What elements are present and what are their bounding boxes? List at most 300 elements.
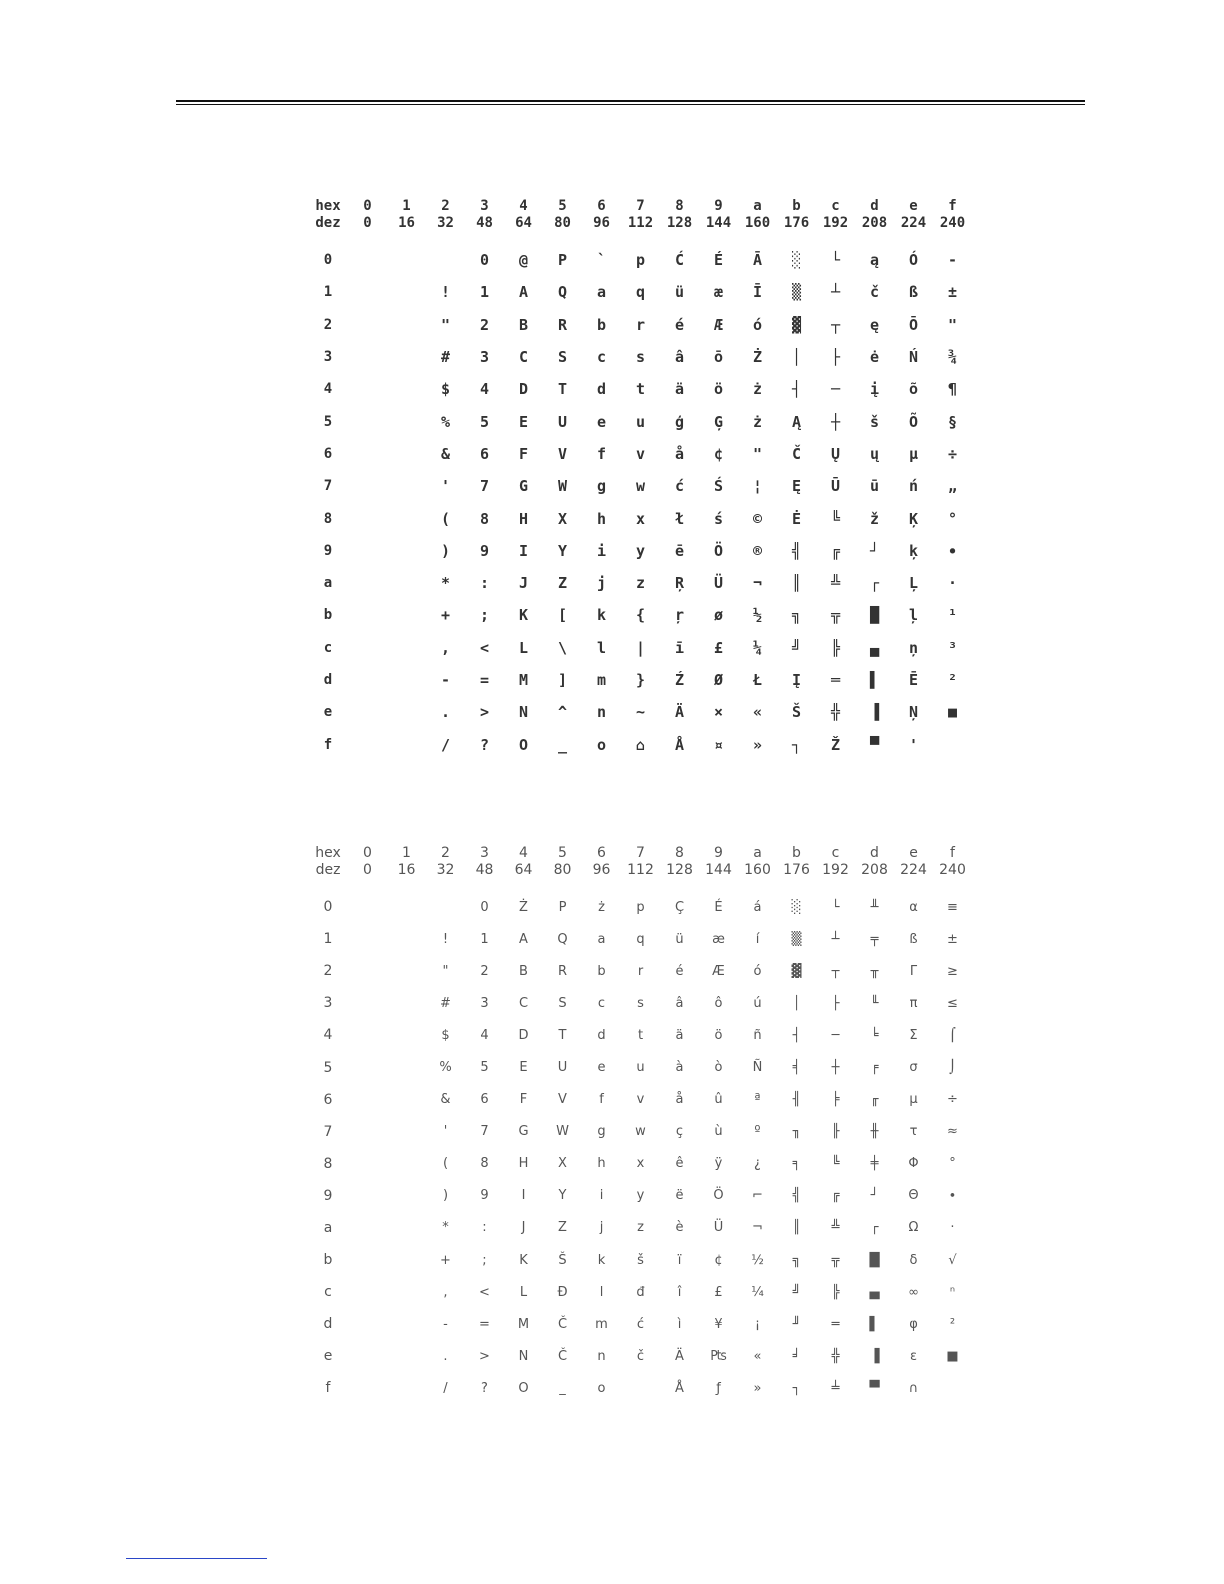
char-cell: d [597, 1027, 606, 1043]
table-row [308, 1084, 972, 1116]
char-cell: T [557, 380, 568, 399]
char-cell: ) [442, 1188, 449, 1204]
char-cell: Õ [908, 412, 919, 431]
char-cell: ū [869, 477, 880, 496]
char-cell: A [519, 931, 528, 947]
column-dez: 112 [627, 862, 654, 878]
table-row [308, 664, 972, 696]
column-hex: 1 [402, 198, 411, 214]
char-cell: Š [791, 703, 802, 722]
char-cell: ë [675, 1188, 684, 1204]
char-cell: ┌ [870, 1220, 879, 1236]
char-cell: └ [830, 251, 841, 270]
table-row [308, 632, 972, 664]
column-hex: 4 [519, 845, 528, 861]
char-cell: Ģ [713, 412, 724, 431]
char-cell: └ [831, 899, 840, 915]
char-cell: π [909, 995, 918, 1011]
char-cell: h [597, 1156, 606, 1172]
column-dez: 224 [900, 215, 927, 231]
column-hex: 7 [636, 198, 645, 214]
char-cell: 9 [480, 1188, 489, 1204]
char-cell: ╗ [791, 606, 802, 625]
char-cell: C [518, 348, 529, 367]
char-cell: ≥ [947, 963, 958, 979]
char-cell: ½ [751, 1252, 764, 1268]
char-cell: ł [674, 509, 685, 528]
char-cell: á [753, 899, 762, 915]
char-cell: 7 [479, 477, 490, 496]
table-row [308, 1148, 972, 1180]
char-cell: » [752, 735, 763, 754]
char-cell: ü [674, 283, 685, 302]
row-label: 7 [323, 1123, 333, 1140]
char-cell: h [596, 509, 607, 528]
char-cell: £ [713, 638, 724, 657]
char-cell: R [557, 963, 568, 979]
char-cell: ⁿ [949, 1284, 956, 1300]
column-dez: 80 [553, 862, 572, 878]
char-cell: 0 [480, 899, 489, 915]
char-cell: O [518, 735, 529, 754]
char-cell: / [443, 1380, 448, 1396]
table-row [308, 1019, 972, 1051]
char-cell: ▓ [791, 963, 802, 979]
char-cell: ü [675, 931, 684, 947]
char-cell: S [557, 348, 568, 367]
char-cell: ▀ [869, 1380, 880, 1396]
char-cell: ! [440, 283, 451, 302]
char-cell: G [518, 477, 529, 496]
column-dez: 240 [939, 862, 966, 878]
char-cell: - [440, 671, 451, 689]
char-cell: ' [440, 477, 451, 496]
char-cell: ┴ [831, 931, 840, 947]
column-dez: 208 [861, 862, 888, 878]
char-cell: ╧ [831, 1380, 840, 1396]
column-dez: 192 [822, 862, 849, 878]
char-cell: f [599, 1092, 604, 1108]
char-cell: ø [713, 606, 724, 625]
char-cell: g [597, 1124, 606, 1140]
char-cell: â [675, 995, 684, 1011]
column-dez: 128 [666, 215, 693, 231]
char-cell: ╛ [792, 1348, 801, 1364]
header-corner [308, 845, 348, 879]
char-cell: ¶ [947, 380, 958, 399]
row-label: c [324, 1284, 332, 1301]
char-cell: ┌ [869, 574, 880, 593]
char-cell: █ [869, 1252, 880, 1268]
column-header [504, 845, 543, 879]
char-cell: ├ [831, 995, 840, 1011]
char-cell: Ž [830, 735, 841, 754]
column-header [621, 845, 660, 879]
char-cell: Ü [713, 574, 724, 593]
char-cell: V [558, 1092, 567, 1108]
char-cell: 5 [479, 412, 490, 431]
char-cell: Š [558, 1252, 567, 1268]
char-cell: ~ [635, 703, 646, 722]
dez-label: dez [315, 215, 341, 231]
char-cell: ╩ [831, 1220, 840, 1236]
char-cell: ś [713, 509, 724, 528]
char-cell: 8 [479, 509, 490, 528]
column-dez: 160 [744, 215, 771, 231]
char-cell: Q [557, 283, 568, 302]
char-cell: Ę [791, 477, 802, 496]
char-cell: # [440, 348, 451, 367]
char-cell: Ź [674, 671, 685, 689]
column-hex: 9 [714, 198, 723, 214]
column-dez: 96 [593, 215, 610, 231]
char-cell: ¡ [754, 1316, 761, 1332]
row-label: 2 [323, 316, 333, 333]
char-cell: - [443, 1316, 448, 1332]
char-cell: * [440, 574, 451, 593]
char-cell: ╦ [830, 606, 841, 625]
char-cell: H [518, 509, 529, 528]
table-row [308, 567, 972, 599]
column-hex: 2 [441, 198, 450, 214]
column-dez: 80 [554, 215, 571, 231]
char-cell: Z [557, 574, 568, 593]
column-dez: 32 [436, 862, 455, 878]
char-cell: n [597, 1348, 606, 1364]
row-label: 5 [323, 413, 333, 430]
char-cell: A [518, 283, 529, 302]
char-cell: ╠ [831, 1284, 840, 1300]
char-cell: δ [909, 1252, 918, 1268]
char-cell: ╚ [830, 509, 841, 528]
char-cell: ╓ [870, 1092, 879, 1108]
char-cell: ∩ [908, 1380, 919, 1396]
char-cell: ³ [947, 638, 958, 657]
char-cell: * [442, 1220, 449, 1236]
table-row [308, 599, 972, 631]
row-label: a [323, 1219, 333, 1236]
char-cell: Ñ [752, 1060, 763, 1076]
char-cell: M [518, 671, 529, 689]
char-cell: Ö [713, 541, 724, 560]
column-header [582, 198, 621, 232]
table-row [308, 535, 972, 567]
char-cell: σ [909, 1060, 918, 1076]
char-cell: ░ [791, 899, 802, 915]
char-cell: ° [949, 1156, 956, 1172]
char-cell: Σ [909, 1027, 918, 1043]
char-cell: r [637, 963, 644, 979]
char-cell: ( [440, 509, 451, 528]
char-cell: » [753, 1380, 762, 1396]
table-row [308, 276, 972, 308]
column-header [699, 198, 738, 232]
column-dez: 64 [515, 215, 532, 231]
char-cell: \ [557, 638, 568, 657]
column-dez: 0 [363, 862, 372, 878]
row-label: 8 [323, 510, 333, 527]
column-hex: f [948, 198, 957, 214]
char-cell: I [518, 541, 529, 560]
char-cell: = [479, 1316, 490, 1332]
char-cell: v [635, 444, 646, 463]
char-cell: ¹ [947, 606, 958, 625]
char-cell: W [557, 477, 568, 496]
table-row [308, 341, 972, 373]
column-header [933, 198, 972, 232]
char-cell: ╣ [791, 541, 802, 560]
char-cell: m [596, 671, 607, 689]
char-cell: « [753, 1348, 762, 1364]
char-cell: w [635, 477, 646, 496]
char-cell: , [443, 1284, 448, 1300]
char-cell: @ [518, 251, 529, 270]
table-row [308, 987, 972, 1019]
char-cell: Ų [830, 444, 841, 463]
char-cell: ¼ [751, 1284, 764, 1300]
char-cell: o [597, 1380, 606, 1396]
char-cell: X [557, 509, 568, 528]
char-cell: L [518, 638, 529, 657]
table-row [308, 1244, 972, 1276]
column-hex: 8 [675, 845, 684, 861]
char-cell: Ç [674, 899, 685, 915]
column-hex: 6 [597, 845, 606, 861]
column-hex: 8 [675, 198, 684, 214]
column-dez: 160 [744, 862, 771, 878]
column-dez: 176 [783, 862, 810, 878]
table-row [308, 728, 972, 760]
char-cell: ½ [752, 606, 763, 625]
column-hex: 3 [480, 845, 489, 861]
column-dez: 16 [398, 215, 415, 231]
char-cell: ▐ [869, 1348, 880, 1364]
char-cell: ƒ [716, 1380, 721, 1396]
char-cell: ─ [831, 1027, 840, 1043]
char-cell: „ [947, 477, 958, 496]
char-cell: ■ [946, 1348, 959, 1364]
row-label: 1 [323, 284, 333, 301]
column-hex: b [792, 198, 801, 214]
header-rule-thin [176, 104, 1085, 105]
char-cell: ñ [753, 1027, 762, 1043]
row-label: b [323, 607, 333, 624]
char-cell: ε [909, 1348, 918, 1364]
char-cell: Å [674, 735, 685, 754]
char-cell: 1 [479, 283, 490, 302]
char-cell: p [635, 251, 646, 270]
row-label: b [323, 1252, 333, 1269]
table-header [308, 845, 972, 879]
char-cell: < [479, 1284, 490, 1300]
char-cell: " [440, 315, 451, 334]
char-cell: o [596, 735, 607, 754]
char-cell: z [635, 574, 646, 593]
char-cell: ï [677, 1252, 682, 1268]
column-header [738, 198, 777, 232]
char-cell: " [442, 963, 449, 979]
char-cell: É [713, 251, 724, 270]
table-row [308, 923, 972, 955]
char-cell: Æ [713, 315, 724, 334]
column-hex: d [870, 845, 879, 861]
column-dez: 32 [437, 215, 454, 231]
char-cell: : [482, 1220, 487, 1236]
char-cell: ų [869, 444, 880, 463]
char-cell: ▒ [791, 931, 802, 947]
column-header [777, 198, 816, 232]
char-cell: é [674, 315, 685, 334]
char-cell: t [637, 1027, 644, 1043]
char-cell: ▌ [869, 671, 880, 689]
char-cell: 4 [479, 380, 490, 399]
column-header [660, 198, 699, 232]
row-label: 9 [323, 1187, 333, 1204]
char-cell: 3 [480, 995, 489, 1011]
column-header [738, 845, 777, 879]
char-cell: 5 [480, 1060, 489, 1076]
char-cell: É [714, 899, 723, 915]
char-cell: N [518, 1348, 529, 1364]
char-cell: ¾ [947, 348, 958, 367]
char-cell: à [675, 1060, 684, 1076]
char-cell: Y [558, 1188, 567, 1204]
char-cell: ¼ [752, 638, 763, 657]
char-cell: x [635, 509, 646, 528]
char-cell: ┴ [830, 283, 841, 302]
char-cell: y [635, 541, 646, 560]
row-label: d [323, 672, 333, 688]
row-label: d [323, 1316, 333, 1333]
table-body [308, 891, 972, 1405]
char-cell: S [558, 995, 567, 1011]
char-cell: ¢ [713, 444, 724, 463]
char-cell: . [440, 703, 451, 722]
char-cell: P [557, 251, 568, 270]
column-hex: d [870, 198, 879, 214]
char-cell: √ [948, 1252, 957, 1268]
char-cell: ż [752, 412, 763, 431]
char-cell: Đ [557, 1284, 568, 1300]
char-cell: ê [675, 1156, 684, 1172]
char-cell: £ [714, 1284, 723, 1300]
char-cell: Ķ [908, 509, 919, 528]
char-cell: ┤ [791, 380, 802, 399]
char-cell: F [519, 1092, 528, 1108]
char-cell: T [558, 1027, 567, 1043]
char-cell: ├ [830, 348, 841, 367]
column-header [660, 845, 699, 879]
char-cell: š [869, 412, 880, 431]
char-cell: û [714, 1092, 723, 1108]
table-row [308, 470, 972, 502]
char-cell: ! [442, 931, 449, 947]
column-dez: 48 [476, 215, 493, 231]
column-hex: 9 [714, 845, 723, 861]
column-hex: 5 [558, 845, 567, 861]
char-cell: Ū [830, 477, 841, 496]
char-cell: ° [947, 509, 958, 528]
column-header [387, 198, 426, 232]
char-cell: Ā [752, 251, 763, 270]
char-cell: ķ [908, 541, 919, 560]
char-cell: ¿ [754, 1156, 761, 1172]
column-header [621, 198, 660, 232]
column-hex: b [792, 845, 801, 861]
char-cell: q [636, 931, 645, 947]
row-label: 2 [323, 963, 333, 980]
char-cell: ╢ [792, 1092, 801, 1108]
char-cell: ¤ [713, 735, 724, 754]
row-label: e [323, 1348, 333, 1365]
char-cell: å [674, 444, 685, 463]
table-row [308, 891, 972, 923]
column-header [504, 198, 543, 232]
char-cell: x [636, 1156, 645, 1172]
char-cell: 1 [480, 931, 489, 947]
char-cell: H [518, 1156, 529, 1172]
char-cell: ė [869, 348, 880, 367]
table-row [308, 1372, 972, 1404]
char-cell: ∙ [947, 541, 958, 560]
char-cell: ń [908, 477, 919, 496]
row-label: 7 [323, 478, 333, 495]
char-cell: ¬ [752, 1220, 763, 1236]
char-cell: i [599, 1188, 604, 1204]
char-cell: 2 [479, 315, 490, 334]
char-cell: ╬ [830, 703, 841, 722]
column-header [582, 845, 621, 879]
char-cell: ┼ [831, 1060, 840, 1076]
char-cell: ╙ [870, 995, 879, 1011]
char-cell: ä [674, 380, 685, 399]
char-cell: $ [441, 1027, 450, 1043]
char-cell: [ [557, 606, 568, 625]
column-hex: a [753, 198, 762, 214]
char-cell: │ [792, 995, 801, 1011]
char-cell: " [752, 444, 763, 463]
column-hex: 0 [363, 845, 372, 861]
char-cell: è [675, 1220, 684, 1236]
column-hex: e [909, 845, 918, 861]
char-cell: ┐ [792, 1380, 801, 1396]
column-header [387, 845, 426, 879]
char-cell: æ [713, 283, 724, 302]
char-cell: ₧ [710, 1348, 727, 1364]
char-cell: , [440, 638, 451, 657]
column-hex: 6 [597, 198, 606, 214]
column-dez: 16 [397, 862, 416, 878]
char-cell: ' [908, 735, 919, 754]
char-cell: ≡ [947, 899, 958, 915]
char-cell: R [557, 315, 568, 334]
char-cell: ņ [908, 638, 919, 657]
char-cell: į [869, 380, 880, 399]
char-cell: █ [869, 606, 880, 625]
char-cell: µ [908, 444, 919, 463]
char-cell: _ [559, 1380, 566, 1396]
column-header [426, 845, 465, 879]
table-row [308, 955, 972, 987]
char-cell: $ [440, 380, 451, 399]
row-label: 1 [323, 931, 333, 948]
char-cell: ╨ [870, 899, 879, 915]
char-cell: ß [909, 931, 918, 947]
char-cell: q [635, 283, 646, 302]
char-cell: n [596, 703, 607, 722]
column-dez: 144 [705, 215, 732, 231]
char-cell: G [518, 1124, 529, 1140]
